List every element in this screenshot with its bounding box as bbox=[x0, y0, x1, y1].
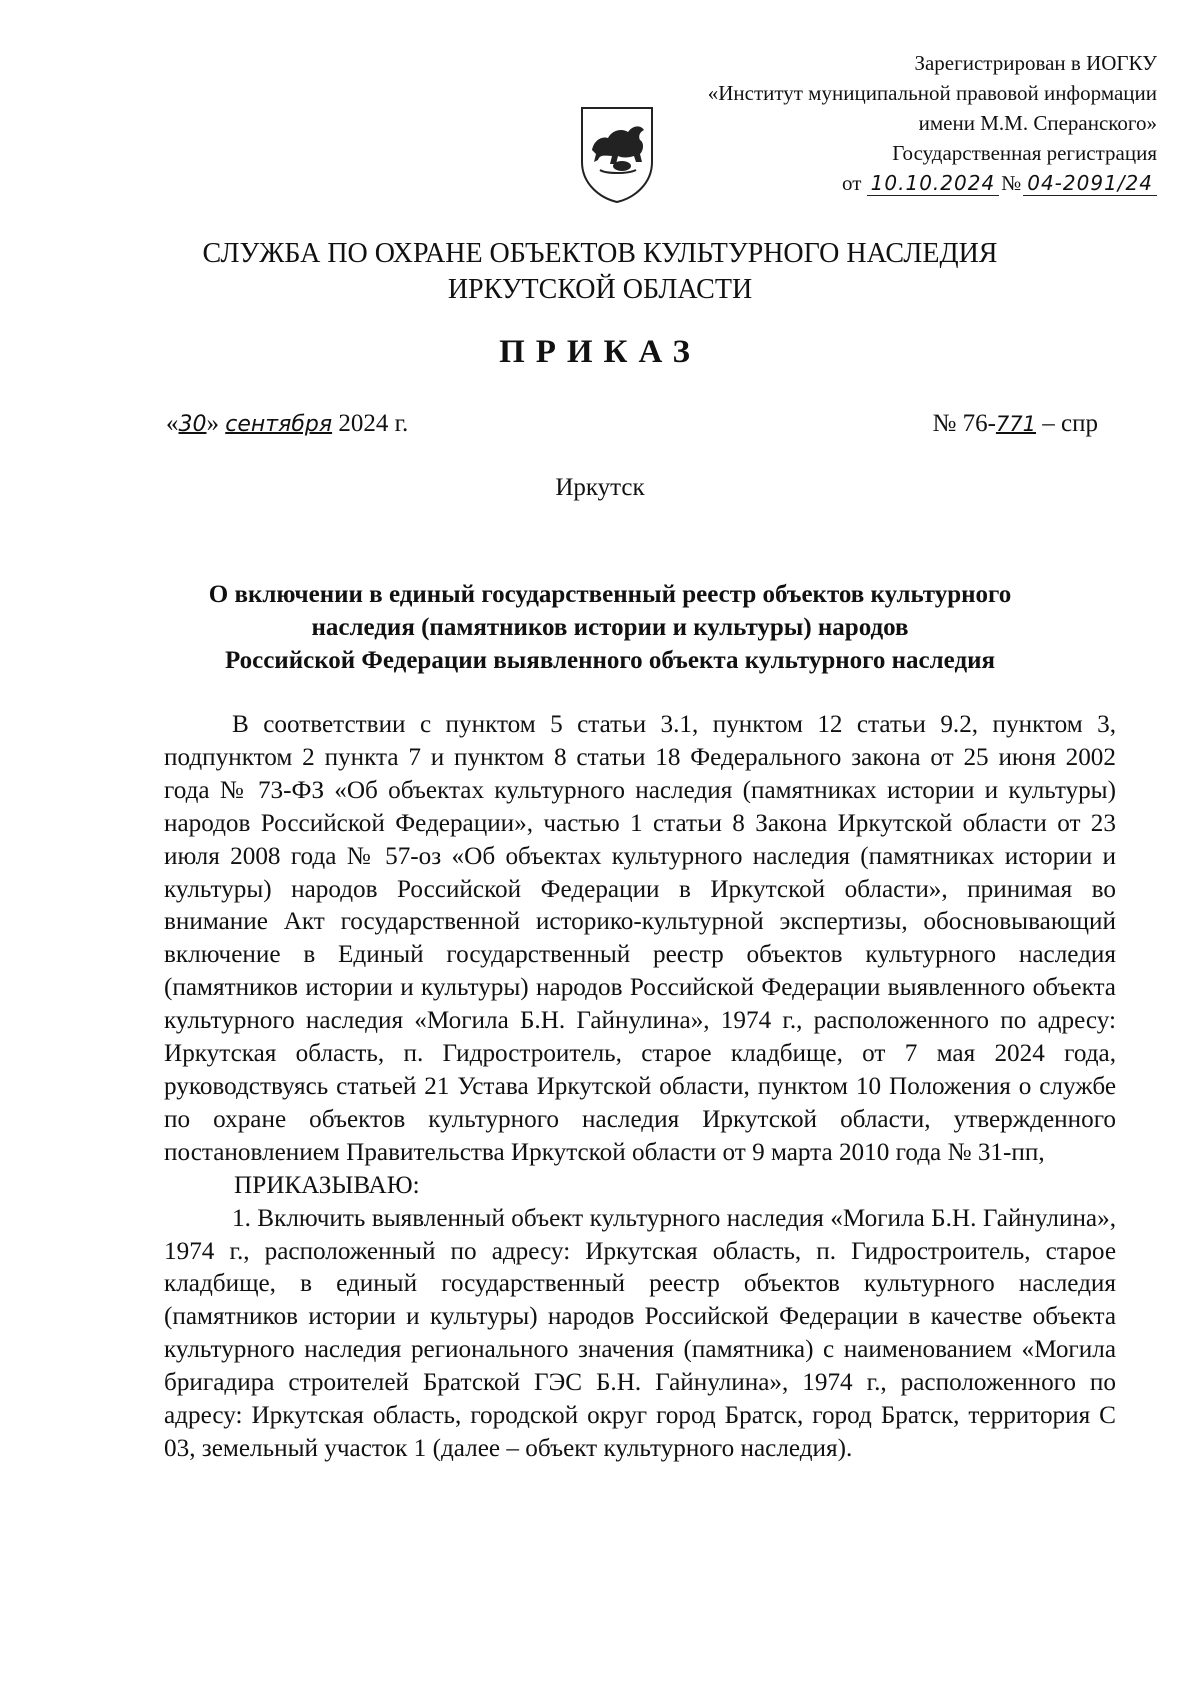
sable-coat-of-arms-icon bbox=[578, 104, 656, 204]
registration-date-line bbox=[637, 168, 1157, 198]
date-day: 30 bbox=[178, 412, 207, 437]
heading-line-2: наследия (памятников истории и культуры) народов bbox=[311, 614, 909, 641]
heading-line-1: О включении в единый государственный реестр объектов культурного bbox=[208, 581, 1012, 608]
registration-number-sign: № bbox=[1001, 171, 1022, 195]
date-close-quote: » bbox=[206, 410, 219, 437]
order-number-prefix: № 76- bbox=[932, 410, 996, 437]
registration-stamp bbox=[637, 48, 1157, 198]
order-number bbox=[932, 410, 1098, 438]
date-month: сентября bbox=[225, 412, 333, 437]
document-type: ПРИКАЗ bbox=[499, 334, 701, 370]
document-body bbox=[164, 709, 1116, 1466]
city: Иркутск bbox=[555, 474, 645, 501]
registration-number: 04-2091/24 bbox=[1023, 171, 1157, 196]
order-number-handwritten: 771 bbox=[995, 412, 1037, 436]
registration-line-2: «Институт муниципальной правовой информации bbox=[707, 81, 1157, 105]
document-heading bbox=[150, 578, 1070, 677]
registration-date-prefix: от bbox=[842, 171, 862, 195]
registration-line-1: Зарегистрирован в ИОГКУ bbox=[914, 51, 1157, 75]
organization-name bbox=[0, 236, 1200, 308]
organization-line-1: СЛУЖБА ПО ОХРАНЕ ОБЪЕКТОВ КУЛЬТУРНОГО НАСЛЕДИЯ bbox=[202, 238, 998, 269]
order-date bbox=[166, 410, 408, 438]
registration-line-4: Государственная регистрация bbox=[892, 141, 1157, 165]
organization-line-2: ИРКУТСКОЙ ОБЛАСТИ bbox=[447, 274, 753, 305]
registration-line-3: имени М.М. Сперанского» bbox=[918, 111, 1157, 135]
item-1-paragraph: 1. Включить выявленный объект культурного наследия «Могила Б.Н. Гайнулина», 1974 г., расположенный по адресу: Иркутская область, п. Гидростроитель, старое кладбище, в единый государственный реестр объектов культурного наследия (памятников истории и культуры) народов Российской Федерации в качестве объекта культурного наследия регионального значения (памятника) с наименованием «Могила бригадира строителей Братской ГЭС Б.Н. Гайнулина», 1974 г., расположенного по адресу: Иркутская область, городской округ город Братск, город Братск, территория С 03, земельный участок 1 (далее – объект культурного наследия). bbox=[164, 1204, 1116, 1462]
order-number-suffix: – спр bbox=[1036, 410, 1098, 437]
heading-line-3: Российской Федерации выявленного объекта культурного наследия bbox=[224, 647, 996, 674]
decree-word: ПРИКАЗЫВАЮ: bbox=[234, 1171, 420, 1199]
preamble-paragraph: В соответствии с пунктом 5 статьи 3.1, пунктом 12 статьи 9.2, пунктом 3, подпунктом 2 пункта 7 и пунктом 8 статьи 18 Федерального закона от 25 июня 2002 года № 73-ФЗ «Об объектах культурного наследия (памятниках истории и культуры) народов Российской Федерации», частью 1 статьи 8 Закона Иркутской области от 23 июля 2008 года № 57-оз «Об объектах культурного наследия (памятниках истории и культуры) народов Российской Федерации в Иркутской области», принимая во внимание Акт государственной историко-культурной экспертизы, обосновывающий включение в Единый государственный реестр объектов культурного наследия (памятников истории и культуры) народов Российской Федерации выявленного объекта культурного наследия «Могила Б.Н. Гайнулина», 1974 г., расположенного по адресу: Иркутская область, п. Гидростроитель, старое кладбище, от 7 мая 2024 года, руководствуясь статьей 21 Устава Иркутской области, пунктом 10 Положения о службе по охране объектов культурного наследия Иркутской области, утвержденного постановлением Правительства Иркутской области от 9 марта 2010 года № 31-пп, bbox=[164, 711, 1116, 1166]
registration-date: 10.10.2024 bbox=[867, 171, 1000, 196]
date-year: 2024 г. bbox=[338, 410, 409, 437]
date-open-quote: « bbox=[166, 410, 179, 437]
